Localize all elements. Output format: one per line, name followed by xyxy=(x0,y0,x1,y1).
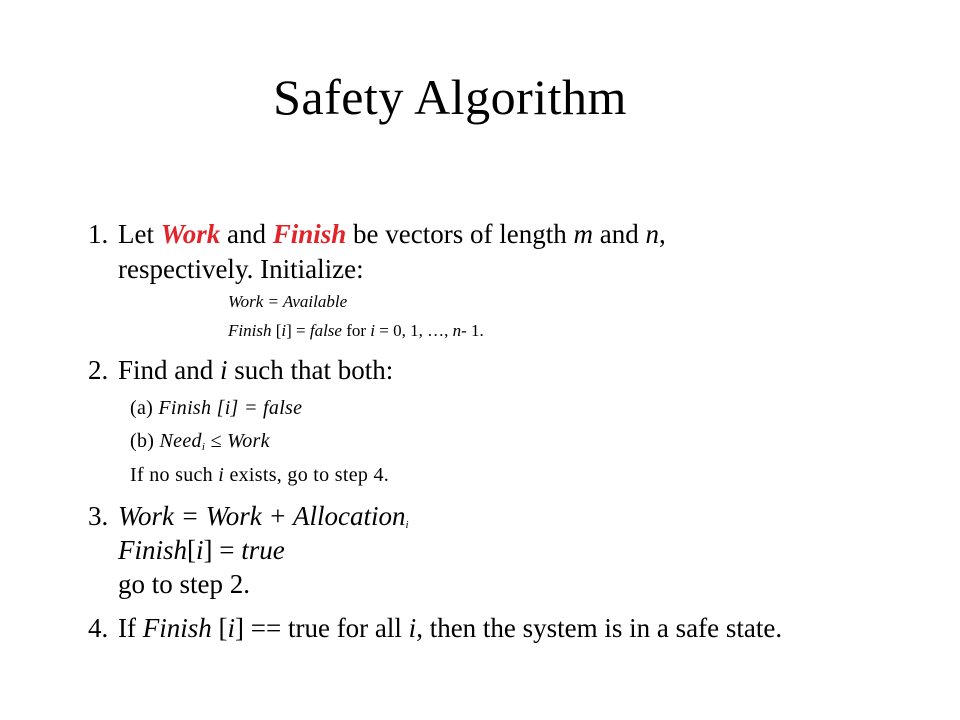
condition-expr: Finish [i] = false xyxy=(158,397,303,419)
finish-term: Finish xyxy=(272,219,347,249)
n-var: n xyxy=(645,219,659,249)
step-1-text: and xyxy=(220,219,273,249)
init-text: - 1. xyxy=(461,321,484,340)
step-2-text: Find and xyxy=(118,355,221,385)
subscript: i xyxy=(405,519,409,531)
init-text: n xyxy=(452,321,462,340)
note-text: i xyxy=(218,464,225,486)
note-text: exists, go to step 4. xyxy=(224,464,390,486)
step-1-text: and xyxy=(592,219,646,249)
condition-expr: ≤ Work xyxy=(205,430,270,452)
step-4-text: , then the system is in a safe state. xyxy=(416,613,783,643)
condition-b xyxy=(130,428,270,460)
step-4-text: If xyxy=(118,613,143,643)
step-4-text: Finish xyxy=(142,613,212,643)
init-text: false xyxy=(309,321,342,340)
init-text: i xyxy=(281,321,287,340)
step-3-expr: Finish xyxy=(118,535,188,565)
condition-label: (a) xyxy=(130,397,159,419)
step-3-expr: true xyxy=(241,535,285,565)
step-2 xyxy=(88,354,393,387)
step-3-line-3: go to step 2. xyxy=(118,569,250,599)
init-text: for xyxy=(341,321,371,340)
step-4-text: ] == true for all xyxy=(235,613,409,643)
step-4-text: [ xyxy=(211,613,228,643)
step-3-number: 3. xyxy=(88,501,109,531)
step-4-number: 4. xyxy=(88,613,109,643)
init-text: [ xyxy=(271,321,282,340)
init-text: i xyxy=(370,321,376,340)
step-2-text: such that both: xyxy=(227,355,394,385)
init-work xyxy=(228,291,347,313)
step-3-expr: [ xyxy=(187,535,197,565)
no-such-i-note xyxy=(130,462,389,488)
subscript: i xyxy=(201,441,206,453)
step-3-expr: i xyxy=(196,535,204,565)
init-finish xyxy=(228,320,484,342)
step-4-text: i xyxy=(408,613,417,643)
step-1-text: Let xyxy=(118,219,161,249)
step-3-expr: ] = xyxy=(203,535,242,565)
step-1-text: be vectors of length xyxy=(346,219,574,249)
slide-title: Safety Algorithm xyxy=(273,69,627,125)
step-2-number: 2. xyxy=(88,355,109,385)
work-term: Work xyxy=(160,219,221,249)
step-1-text: , xyxy=(658,219,666,249)
step-1-line-2: respectively. Initialize: xyxy=(118,254,364,284)
step-4-text: i xyxy=(227,613,236,643)
step-4 xyxy=(88,612,782,645)
i-var: i xyxy=(220,355,228,385)
step-3-line-2 xyxy=(118,534,285,567)
note-text: If no such xyxy=(130,464,219,486)
condition-a xyxy=(130,395,302,421)
step-1 xyxy=(88,218,666,251)
step-3-expr: Work = Work + Allocation xyxy=(118,501,406,531)
init-text: Finish xyxy=(228,321,272,340)
m-var: m xyxy=(573,219,593,249)
init-text: ] = xyxy=(286,321,310,340)
init-text: = 0, 1, …, xyxy=(375,321,453,340)
condition-label: (b) xyxy=(130,430,160,452)
step-1-number: 1. xyxy=(88,219,109,249)
condition-expr: Need xyxy=(159,430,202,452)
init-work-expr: Work = Available xyxy=(228,292,348,311)
